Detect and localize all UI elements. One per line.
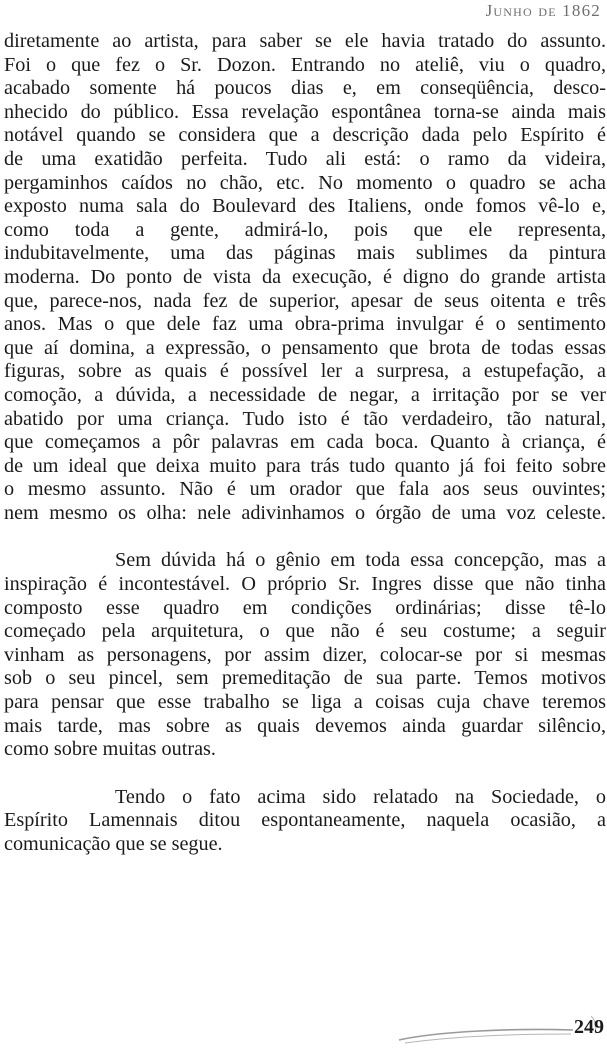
text-line: o mesmo assunto. Não é um orador que fala aos seus ouvintes;	[4, 478, 606, 501]
text-line: vinham as personagens, por assim dizer, colocar-se por si mesmas	[4, 643, 606, 666]
text-line: nem mesmo os olha: nele adivinhamos o órgão de uma voz celeste.	[4, 501, 606, 524]
page-number: 249	[574, 1016, 604, 1038]
text-line: composto esse quadro em condições ordinárias; disse tê-lo	[4, 596, 606, 619]
text-line: pergaminhos caídos no chão, etc. No momento o quadro se acha	[4, 171, 606, 194]
text-line: acabado somente há poucos dias e, em conseqüência, desco-	[4, 77, 606, 100]
text-line: Sem dúvida há o gênio em toda essa concepção, mas a	[115, 549, 606, 572]
text-line: como toda a gente, admirá-lo, pois que ele representa,	[4, 218, 606, 241]
text-line: inspiração é incontestável. O próprio Sr. Ingres disse que não tinha	[4, 573, 606, 596]
running-header: Junho de 1862	[485, 1, 601, 20]
text-line: nhecido do público. Essa revelação espontânea torna-se ainda mais	[4, 100, 606, 123]
text-line: Tendo o fato acima sido relatado na Sociedade, o	[115, 785, 606, 808]
text-line: que, parece-nos, nada fez de superior, apesar de seus oitenta e três	[4, 289, 606, 312]
text-line: mais tarde, mas sobre as quais devemos ainda guardar silêncio,	[4, 714, 606, 737]
paragraph-gap	[4, 525, 606, 549]
text-line: moderna. Do ponto de vista da execução, é digno do grande artista	[4, 265, 606, 288]
text-line: como sobre muitas outras.	[4, 738, 216, 761]
text-line: indubitavelmente, uma das páginas mais sublimes da pintura	[4, 242, 606, 265]
text-line: de uma exatidão perfeita. Tudo ali está: o ramo da videira,	[4, 147, 606, 170]
text-line: sob o seu pincel, sem premeditação de sua parte. Temos motivos	[4, 667, 606, 690]
text-line: que começamos a pôr palavras em cada boca. Quanto à criança, é	[4, 431, 606, 454]
text-line: Foi o que fez o Sr. Dozon. Entrando no ateliê, viu o quadro,	[4, 53, 606, 76]
text-line: que aí domina, a expressão, o pensamento que brota de todas essas	[4, 336, 606, 359]
text-line: diretamente ao artista, para saber se ele havia tratado do assunto.	[4, 30, 606, 52]
text-line: comunicação que se segue.	[4, 833, 223, 855]
paragraph-gap	[4, 762, 606, 786]
page-footer	[395, 1010, 607, 1050]
body-text	[4, 30, 606, 857]
text-line: para pensar que esse trabalho se liga a coisas cuja chave teremos	[4, 691, 606, 714]
text-line: de um ideal que deixa muito para trás tudo quanto já foi feito sobre	[4, 454, 606, 477]
text-line: começado pela arquitetura, o que não é seu costume; a seguir	[4, 620, 606, 643]
text-line: exposto numa sala do Boulevard des Italiens, onde fomos vê-lo e,	[4, 195, 606, 218]
text-line: notável quando se considera que a descrição dada pelo Espírito é	[4, 124, 606, 147]
paragraph-2	[4, 549, 606, 761]
text-line: anos. Mas o que dele faz uma obra-prima invulgar é o sentimento	[4, 313, 606, 336]
text-line: Espírito Lamennais ditou espontaneamente, naquela ocasião, a	[4, 809, 606, 832]
text-line: abatido por uma criança. Tudo isto é tão verdadeiro, tão natural,	[4, 407, 606, 430]
text-line: comoção, a dúvida, a necessidade de negar, a irritação por se ver	[4, 383, 606, 406]
text-line: figuras, sobre as quais é possível ler a surpresa, a estupefação, a	[4, 360, 606, 383]
paragraph-1	[4, 30, 606, 525]
paragraph-3	[4, 786, 606, 857]
